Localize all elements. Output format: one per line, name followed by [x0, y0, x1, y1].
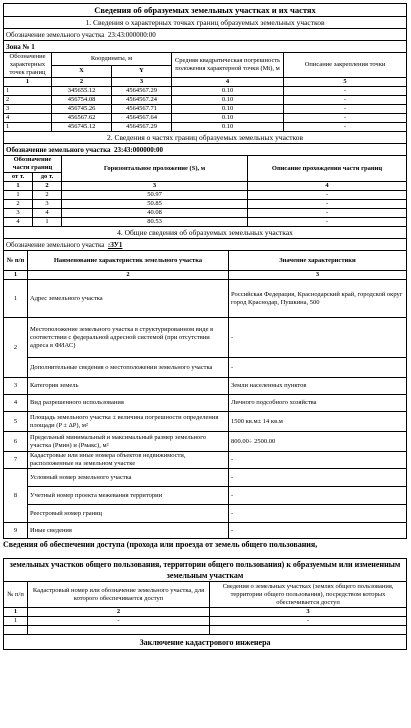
y-cell: 4564567.29	[112, 123, 172, 132]
fixing-cell: -	[284, 123, 407, 132]
document-page	[3, 3, 406, 650]
table-row	[4, 114, 407, 123]
value-cell: -	[229, 487, 407, 505]
column-numbers-row	[4, 608, 407, 617]
borders-table	[3, 155, 407, 227]
part-header: Обозначение части границ	[4, 156, 62, 173]
length-cell: 50.85	[62, 200, 248, 209]
length-header: Горизонтальное проложение (S), м	[62, 156, 248, 182]
table-row	[4, 626, 407, 635]
table-row	[4, 87, 407, 96]
y-cell: 4564567.64	[112, 114, 172, 123]
table-row	[4, 96, 407, 105]
value-cell: Российская Федерация, Краснодарский край, городской округ город Краснодар, Пушкина, 500	[229, 280, 407, 318]
section4-parcel-label: Обозначение земельного участка	[6, 240, 105, 249]
access-title-line2: земельных участков общего пользования, территории общего пользования) к образуемым или измененным земельным участкам	[4, 559, 407, 582]
col-num: 1	[4, 608, 28, 617]
x-cell: 345655.12	[52, 87, 112, 96]
desc-cell: -	[248, 218, 407, 227]
num-cell: 4	[4, 395, 28, 412]
section1-parcel-value: 23:43:000000:00	[107, 30, 156, 39]
access-info-cell: -	[210, 617, 407, 626]
table-row	[4, 105, 407, 114]
col-coords-header: Координаты, м	[52, 53, 172, 66]
col-fixing-header: Описание закрепления точки	[284, 53, 407, 78]
name-cell: Кадастровые или иные номера объектов недвижимости, расположенные на земельном участке	[28, 452, 229, 469]
col-y-header: Y	[112, 65, 172, 78]
conclusion-title: Заключение кадастрового инженера	[4, 635, 407, 650]
name-cell: Учетный номер проекта межевания территории	[28, 487, 229, 505]
point-cell: 1	[4, 123, 52, 132]
from-cell: 4	[4, 218, 33, 227]
num-cell: 5	[4, 412, 28, 432]
table-row	[4, 432, 407, 452]
column-numbers-row	[4, 271, 407, 280]
table-row	[4, 617, 407, 626]
name-cell: Условный номер земельного участка	[28, 469, 229, 487]
col-num: 1	[4, 78, 52, 87]
length-cell: 50.97	[62, 191, 248, 200]
section1-title: 1. Сведения о характерных точках границ образуемых земельных участков	[4, 17, 407, 29]
value-cell: Личного подсобного хозяйства	[229, 395, 407, 412]
table-row	[4, 505, 407, 523]
col-num: 4	[172, 78, 284, 87]
col-num: 3	[210, 608, 407, 617]
num-cell: 2	[4, 318, 28, 378]
table-row	[4, 200, 407, 209]
table-row	[4, 123, 407, 132]
name-header: Наименование характеристик земельного участка	[28, 251, 229, 271]
to-cell: 4	[33, 209, 62, 218]
x-cell: 456745.26	[52, 105, 112, 114]
col-num: 2	[28, 608, 210, 617]
section1-parcel	[4, 29, 407, 41]
from-cell: 3	[4, 209, 33, 218]
value-cell: -	[229, 469, 407, 487]
table-row	[4, 412, 407, 432]
name-cell: Площадь земельного участка ± величина погрешности определения площади (P ± ΔP), м²	[28, 412, 229, 432]
document-title: Сведения об образуемых земельных участках и их частях	[4, 4, 407, 17]
value-cell: -	[229, 318, 407, 358]
num-header: № п/п	[4, 251, 28, 271]
point-cell: 1	[4, 87, 52, 96]
col-num: 2	[28, 271, 229, 280]
section2-parcel-value: 23:43:000000:00	[114, 145, 164, 154]
col-num: 1	[4, 271, 28, 280]
col-num: 3	[112, 78, 172, 87]
value-cell: -	[229, 523, 407, 539]
accuracy-cell: 0.10	[172, 87, 284, 96]
table-row	[4, 395, 407, 412]
y-cell: 4564567.71	[112, 105, 172, 114]
fixing-cell: -	[284, 105, 407, 114]
to-cell: 1	[33, 218, 62, 227]
col-accuracy-header: Средняя квадратическая погрешность положения характерной точки (Mt), м	[172, 53, 284, 78]
col-num: 3	[62, 182, 248, 191]
value-cell: -	[229, 505, 407, 523]
col-num: 2	[52, 78, 112, 87]
name-cell: Предельный минимальный и максимальный размер земельного участка (Pмин) и (Pмакс), м²	[28, 432, 229, 452]
column-numbers-row	[4, 182, 407, 191]
value-header: Значение характеристики	[229, 251, 407, 271]
name-cell: Реестровый номер границ	[28, 505, 229, 523]
section2-title: 2. Сведения о частях границ образуемых земельных участков	[4, 132, 407, 144]
fixing-cell: -	[284, 96, 407, 105]
col-x-header: X	[52, 65, 112, 78]
to-cell: 2	[33, 191, 62, 200]
general-info-table	[3, 226, 407, 539]
desc-cell: -	[248, 200, 407, 209]
desc-cell: -	[248, 191, 407, 200]
y-cell: 4564567.29	[112, 87, 172, 96]
section2-parcel	[4, 144, 407, 156]
table-row	[4, 191, 407, 200]
table-row	[4, 452, 407, 469]
access-cad-header: Кадастровый номер или обозначение земельного участка, для которого обеспечивается доступ	[28, 582, 210, 608]
value-cell: 1500 кв.м± 14 кв.м	[229, 412, 407, 432]
name-cell: Дополнительные сведения о местоположении земельного участка	[28, 358, 229, 378]
point-cell: 4	[4, 114, 52, 123]
access-cad-cell: -	[28, 617, 210, 626]
x-cell: 456754.08	[52, 96, 112, 105]
from-cell: 2	[4, 200, 33, 209]
section4-parcel	[4, 239, 407, 251]
accuracy-cell: 0.10	[172, 123, 284, 132]
name-cell: Иные сведения	[28, 523, 229, 539]
fixing-cell: -	[284, 87, 407, 96]
value-cell: -	[229, 452, 407, 469]
table-row	[4, 469, 407, 487]
access-num-header: № п/п	[4, 582, 28, 608]
num-cell: 6	[4, 432, 28, 452]
num-cell: 1	[4, 280, 28, 318]
from-cell: 1	[4, 191, 33, 200]
col-point-header: Обозначение характерных точек границ	[4, 53, 52, 78]
name-cell: Вид разрешенного использования	[28, 395, 229, 412]
col-num: 1	[4, 182, 33, 191]
desc-header: Описание прохождения части границ	[248, 156, 407, 182]
table-row	[4, 280, 407, 318]
column-numbers-row	[4, 78, 407, 87]
access-title-line1: Сведения об обеспечении доступа (прохода или проезда от земель общего пользования,	[3, 540, 318, 549]
table-row	[4, 378, 407, 395]
table-row	[4, 209, 407, 218]
num-cell: 9	[4, 523, 28, 539]
x-cell: 456745.12	[52, 123, 112, 132]
col-num: 3	[229, 271, 407, 280]
name-cell: Категория земель	[28, 378, 229, 395]
access-info-header: Сведения о земельных участках (землях общего пользования, территории общего пользования), посредством которых обеспечивается доступ	[210, 582, 407, 608]
section4-title: 4. Общие сведения об образуемых земельных участках	[4, 227, 407, 239]
section4-parcel-value: :ЗУ1	[107, 240, 123, 249]
zone-label: Зона № 1	[4, 41, 407, 53]
col-num: 4	[248, 182, 407, 191]
accuracy-cell: 0.10	[172, 114, 284, 123]
col-num: 5	[284, 78, 407, 87]
name-cell: Адрес земельного участка	[28, 280, 229, 318]
num-cell: 7	[4, 452, 28, 469]
num-cell: 8	[4, 469, 28, 523]
length-cell: 40.08	[62, 209, 248, 218]
value-cell: Земли населенных пунктов	[229, 378, 407, 395]
desc-cell: -	[248, 209, 407, 218]
point-cell: 2	[4, 96, 52, 105]
access-num-cell: 1	[4, 617, 28, 626]
table-row	[4, 358, 407, 378]
value-cell: -	[229, 358, 407, 378]
accuracy-cell: 0.10	[172, 105, 284, 114]
section2-parcel-label: Обозначение земельного участка	[6, 145, 111, 154]
to-header: до т.	[33, 173, 62, 182]
y-cell: 4564567.24	[112, 96, 172, 105]
table-row	[4, 318, 407, 358]
name-cell: Местоположение земельного участка в структурированном виде в соответствии с федеральной адресной системой (при отсутствии адреса в ФИАС)	[28, 318, 229, 358]
access-table	[3, 558, 407, 650]
main-table	[3, 3, 407, 156]
section1-parcel-label: Обозначение земельного участка	[6, 30, 105, 39]
x-cell: 456567.62	[52, 114, 112, 123]
length-cell: 80.53	[62, 218, 248, 227]
table-row	[4, 487, 407, 505]
value-cell: 800.00÷ 2500.00	[229, 432, 407, 452]
num-cell: 3	[4, 378, 28, 395]
point-cell: 3	[4, 105, 52, 114]
to-cell: 3	[33, 200, 62, 209]
accuracy-cell: 0.10	[172, 96, 284, 105]
col-num: 2	[33, 182, 62, 191]
fixing-cell: -	[284, 114, 407, 123]
table-row	[4, 523, 407, 539]
from-header: от т.	[4, 173, 33, 182]
